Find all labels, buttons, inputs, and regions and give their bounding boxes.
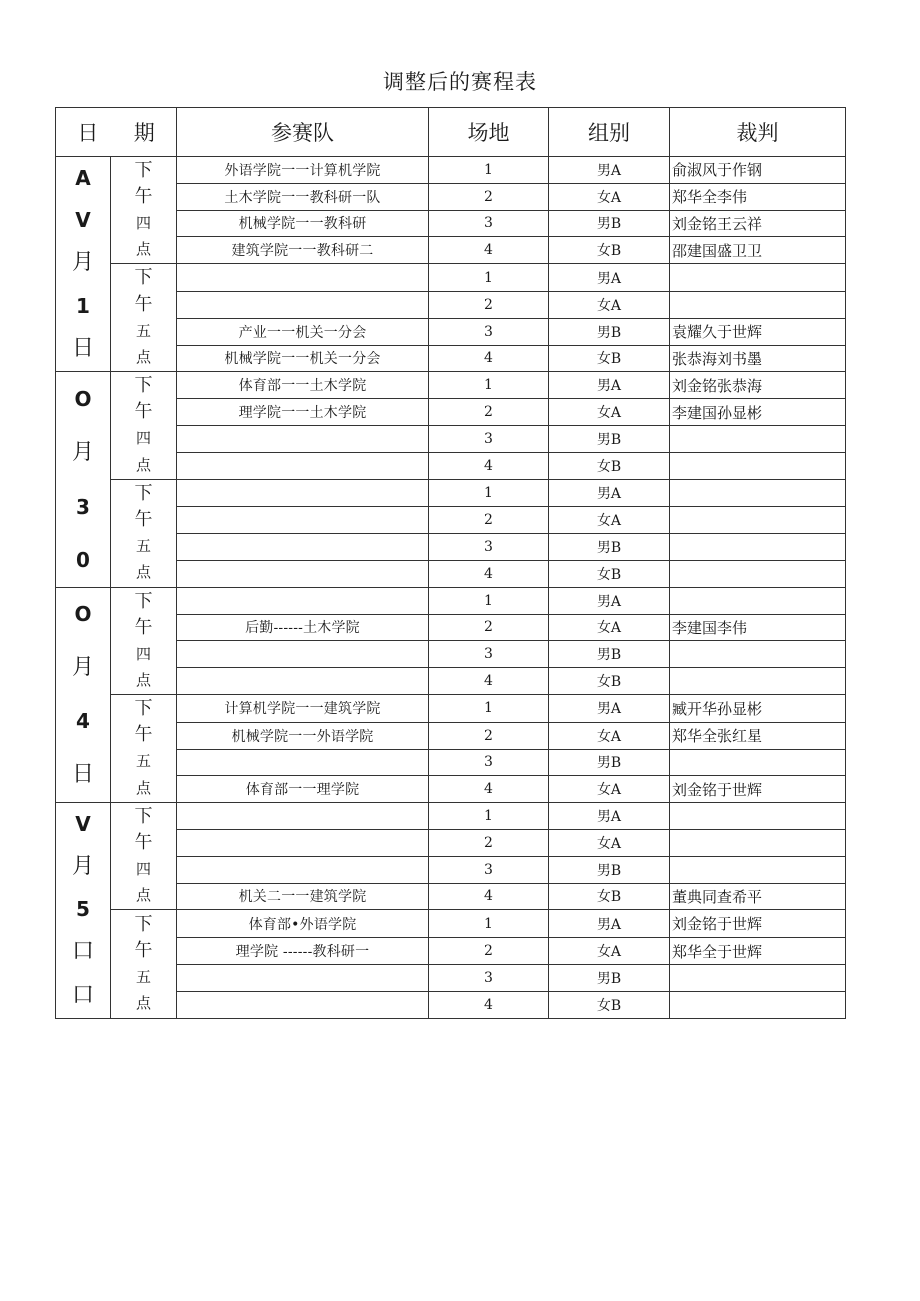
- page-title: 调整后的赛程表: [383, 70, 537, 94]
- header-referee: 裁判: [670, 108, 846, 157]
- venue-cell: 3: [429, 641, 549, 668]
- time-char: 下: [134, 805, 153, 827]
- teams-cell: 产业一一机关一分会: [177, 318, 429, 345]
- time-char: 下: [134, 590, 153, 612]
- referee-cell: [670, 829, 846, 856]
- venue-cell: 1: [429, 157, 549, 184]
- referee-cell: [670, 560, 846, 587]
- referee-cell: [670, 425, 846, 452]
- teams-cell: 计算机学院一一建筑学院: [177, 694, 429, 722]
- teams-cell: [177, 829, 429, 856]
- date-char: O: [74, 602, 92, 627]
- referee-cell: [670, 479, 846, 507]
- referee-cell: 郑华全李伟: [670, 183, 846, 210]
- time-char: 五: [135, 321, 151, 340]
- teams-cell: 体育部一一土木学院: [177, 372, 429, 399]
- group-cell: 女A: [549, 614, 670, 641]
- time-char: 五: [135, 537, 151, 556]
- referee-cell: 郑华全张红星: [670, 722, 846, 749]
- teams-cell: 土木学院一一教科研一队: [177, 183, 429, 210]
- venue-cell: 2: [429, 614, 549, 641]
- referee-cell: 俞淑风于作钢: [670, 157, 846, 184]
- teams-cell: 机关二一一建筑学院: [177, 883, 429, 910]
- teams-cell: [177, 292, 429, 319]
- table-row: [56, 264, 846, 292]
- date-char: 月: [71, 853, 94, 879]
- referee-cell: [670, 803, 846, 830]
- venue-cell: 1: [429, 694, 549, 722]
- date-char: 月: [71, 250, 94, 276]
- group-cell: 男B: [549, 210, 670, 237]
- table-row: [56, 803, 846, 830]
- group-cell: 女B: [549, 991, 670, 1018]
- time-char: 五: [135, 967, 151, 986]
- group-cell: 男A: [549, 264, 670, 292]
- referee-cell: [670, 587, 846, 614]
- venue-cell: 1: [429, 587, 549, 614]
- teams-cell: 机械学院一一外语学院: [177, 722, 429, 749]
- teams-cell: [177, 964, 429, 991]
- group-cell: 男A: [549, 157, 670, 184]
- time-char: 午: [134, 939, 153, 961]
- referee-cell: [670, 856, 846, 883]
- date-char: 4: [76, 709, 90, 734]
- referee-cell: [670, 292, 846, 319]
- teams-cell: 建筑学院一一教科研二: [177, 237, 429, 264]
- referee-cell: 张恭海刘书墨: [670, 345, 846, 372]
- teams-cell: 机械学院一一机关一分会: [177, 345, 429, 372]
- date-char: 5: [76, 897, 90, 922]
- group-cell: 女B: [549, 237, 670, 264]
- time-char: 点: [135, 886, 151, 905]
- time-char: 午: [134, 832, 153, 854]
- time-char: 下: [134, 482, 153, 504]
- venue-cell: 3: [429, 210, 549, 237]
- time-char: 下: [134, 159, 153, 181]
- teams-cell: [177, 452, 429, 479]
- referee-cell: 董典同查希平: [670, 883, 846, 910]
- header-date-char-1: 日: [77, 121, 99, 145]
- referee-cell: [670, 964, 846, 991]
- time-char: 午: [134, 401, 153, 423]
- group-cell: 女A: [549, 776, 670, 803]
- group-cell: 女B: [549, 345, 670, 372]
- header-date: [56, 108, 177, 157]
- time-char: 下: [134, 375, 153, 397]
- referee-cell: [670, 749, 846, 776]
- time-char: 四: [135, 213, 151, 232]
- date-char: 3: [76, 495, 90, 520]
- time-char: 点: [135, 240, 151, 259]
- referee-cell: 刘金铭张恭海: [670, 372, 846, 399]
- group-cell: 女A: [549, 292, 670, 319]
- referee-cell: [670, 991, 846, 1018]
- date-char: 日: [71, 761, 94, 787]
- group-cell: 女A: [549, 507, 670, 534]
- group-cell: 女B: [549, 560, 670, 587]
- venue-cell: 2: [429, 938, 549, 965]
- venue-cell: 2: [429, 507, 549, 534]
- time-char: 下: [134, 913, 153, 935]
- date-cell: [56, 803, 111, 1018]
- time-cell: [111, 803, 177, 910]
- header-venue: 场地: [429, 108, 549, 157]
- teams-cell: 体育部•外语学院: [177, 910, 429, 938]
- group-cell: 男B: [549, 856, 670, 883]
- date-char: V: [75, 208, 91, 233]
- time-char: 点: [135, 778, 151, 797]
- time-char: 下: [134, 698, 153, 720]
- table-row: [56, 479, 846, 507]
- date-char: 0: [76, 548, 90, 573]
- table-row: [56, 694, 846, 722]
- group-cell: 女B: [549, 668, 670, 695]
- date-cell: [56, 157, 111, 372]
- time-char: 午: [134, 724, 153, 746]
- venue-cell: 3: [429, 856, 549, 883]
- referee-cell: 郑华全于世辉: [670, 938, 846, 965]
- teams-cell: [177, 264, 429, 292]
- teams-cell: [177, 641, 429, 668]
- venue-cell: 3: [429, 749, 549, 776]
- table-row: [56, 157, 846, 184]
- referee-cell: 袁耀久于世辉: [670, 318, 846, 345]
- venue-cell: 2: [429, 292, 549, 319]
- time-cell: [111, 264, 177, 372]
- teams-cell: 体育部一一理学院: [177, 776, 429, 803]
- time-char: 点: [135, 455, 151, 474]
- date-char: 月: [71, 440, 94, 466]
- referee-cell: [670, 641, 846, 668]
- group-cell: 女A: [549, 829, 670, 856]
- time-cell: [111, 372, 177, 479]
- venue-cell: 3: [429, 964, 549, 991]
- teams-cell: 理学院一一土木学院: [177, 399, 429, 426]
- time-char: 午: [134, 616, 153, 638]
- teams-cell: [177, 749, 429, 776]
- venue-cell: 4: [429, 452, 549, 479]
- date-char: O: [74, 386, 92, 411]
- time-cell: [111, 157, 177, 264]
- group-cell: 男A: [549, 372, 670, 399]
- table-row: [56, 910, 846, 938]
- group-cell: 男B: [549, 318, 670, 345]
- time-char: 四: [135, 860, 151, 879]
- venue-cell: 4: [429, 668, 549, 695]
- venue-cell: 1: [429, 372, 549, 399]
- venue-cell: 3: [429, 425, 549, 452]
- referee-cell: [670, 452, 846, 479]
- time-char: 点: [135, 563, 151, 582]
- group-cell: 男B: [549, 425, 670, 452]
- group-cell: 男B: [549, 534, 670, 561]
- date-char: A: [75, 166, 91, 191]
- referee-cell: 臧开华孙显彬: [670, 694, 846, 722]
- venue-cell: 2: [429, 399, 549, 426]
- header-row: [56, 108, 846, 157]
- teams-cell: [177, 856, 429, 883]
- header-teams: 参赛队: [177, 108, 429, 157]
- group-cell: 男B: [549, 964, 670, 991]
- table-row: [56, 372, 846, 399]
- venue-cell: 4: [429, 345, 549, 372]
- header-date-char-2: 期: [133, 121, 155, 145]
- teams-cell: [177, 425, 429, 452]
- date-cell: [56, 372, 111, 587]
- teams-cell: 后勤------土木学院: [177, 614, 429, 641]
- time-char: 四: [135, 644, 151, 663]
- venue-cell: 1: [429, 479, 549, 507]
- table-row: [56, 587, 846, 614]
- venue-cell: 4: [429, 237, 549, 264]
- venue-cell: 3: [429, 318, 549, 345]
- time-char: 午: [134, 293, 153, 315]
- venue-cell: 4: [429, 883, 549, 910]
- time-cell: [111, 479, 177, 587]
- date-char: 口: [71, 982, 94, 1008]
- group-cell: 女A: [549, 938, 670, 965]
- time-cell: [111, 910, 177, 1018]
- group-cell: 男A: [549, 803, 670, 830]
- group-cell: 女B: [549, 883, 670, 910]
- venue-cell: 3: [429, 534, 549, 561]
- venue-cell: 2: [429, 829, 549, 856]
- header-group: 组别: [549, 108, 670, 157]
- venue-cell: 4: [429, 991, 549, 1018]
- group-cell: 男B: [549, 749, 670, 776]
- time-char: 午: [134, 508, 153, 530]
- time-char: 点: [135, 347, 151, 366]
- date-char: 月: [71, 654, 94, 680]
- referee-cell: 刘金铭于世辉: [670, 776, 846, 803]
- group-cell: 男A: [549, 694, 670, 722]
- date-char: 1: [76, 294, 90, 319]
- teams-cell: [177, 991, 429, 1018]
- venue-cell: 4: [429, 776, 549, 803]
- date-char: V: [75, 812, 91, 836]
- date-char: 口: [71, 939, 94, 965]
- teams-cell: [177, 560, 429, 587]
- date-cell: [56, 587, 111, 802]
- time-cell: [111, 587, 177, 694]
- time-char: 四: [135, 429, 151, 448]
- referee-cell: 李建国孙显彬: [670, 399, 846, 426]
- group-cell: 女A: [549, 722, 670, 749]
- teams-cell: [177, 479, 429, 507]
- teams-cell: [177, 534, 429, 561]
- teams-cell: 理学院 ------教科研一: [177, 938, 429, 965]
- venue-cell: 2: [429, 722, 549, 749]
- group-cell: 男A: [549, 910, 670, 938]
- referee-cell: 刘金铭王云祥: [670, 210, 846, 237]
- time-char: 五: [135, 752, 151, 771]
- group-cell: 女A: [549, 399, 670, 426]
- group-cell: 男A: [549, 479, 670, 507]
- time-char: 点: [135, 670, 151, 689]
- teams-cell: [177, 507, 429, 534]
- time-char: 午: [134, 185, 153, 207]
- group-cell: 男A: [549, 587, 670, 614]
- referee-cell: [670, 534, 846, 561]
- referee-cell: 邵建国盛卫卫: [670, 237, 846, 264]
- referee-cell: [670, 507, 846, 534]
- venue-cell: 1: [429, 803, 549, 830]
- referee-cell: 李建国李伟: [670, 614, 846, 641]
- venue-cell: 2: [429, 183, 549, 210]
- referee-cell: 刘金铭于世辉: [670, 910, 846, 938]
- teams-cell: 机械学院一一教科研: [177, 210, 429, 237]
- teams-cell: [177, 803, 429, 830]
- referee-cell: [670, 668, 846, 695]
- group-cell: 女A: [549, 183, 670, 210]
- time-char: 点: [135, 994, 151, 1013]
- referee-cell: [670, 264, 846, 292]
- group-cell: 男B: [549, 641, 670, 668]
- time-char: 下: [134, 267, 153, 289]
- venue-cell: 4: [429, 560, 549, 587]
- schedule-table: [55, 107, 846, 1019]
- teams-cell: 外语学院一一计算机学院: [177, 157, 429, 184]
- date-char: 日: [71, 336, 94, 362]
- time-cell: [111, 694, 177, 802]
- venue-cell: 1: [429, 910, 549, 938]
- venue-cell: 1: [429, 264, 549, 292]
- teams-cell: [177, 668, 429, 695]
- teams-cell: [177, 587, 429, 614]
- group-cell: 女B: [549, 452, 670, 479]
